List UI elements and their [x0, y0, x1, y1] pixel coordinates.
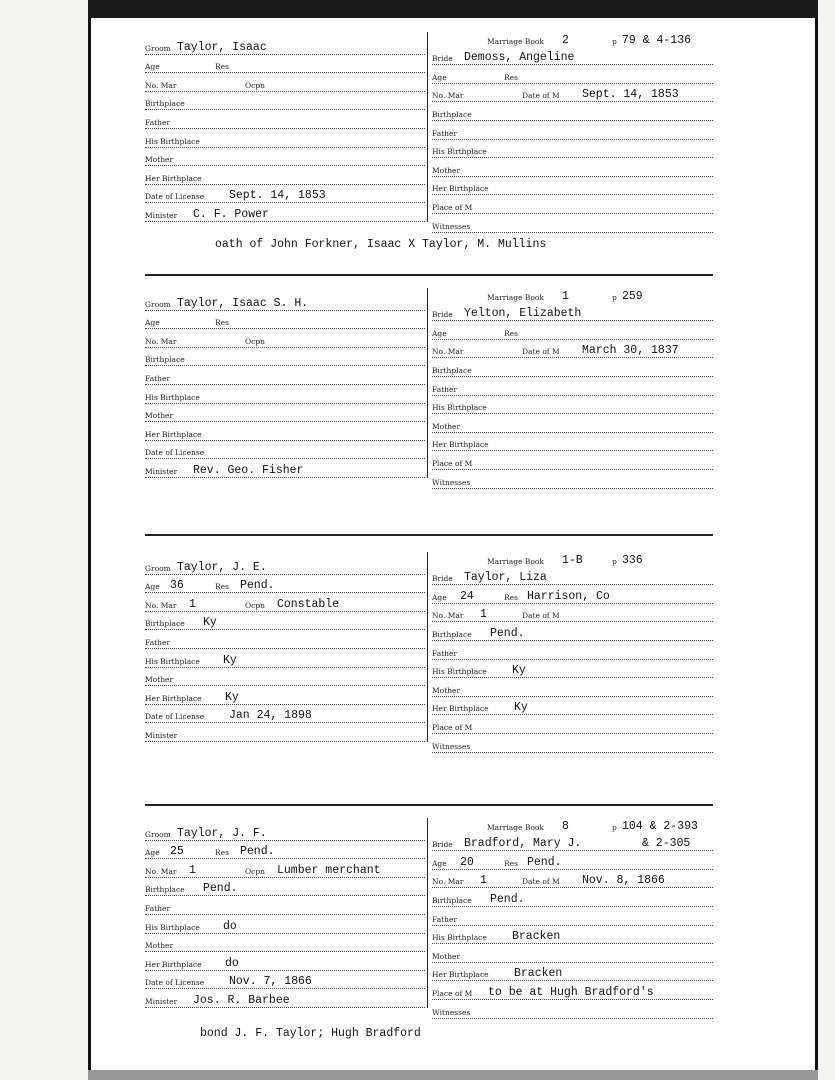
form-row — [432, 340, 713, 359]
groom-her-birthplace-label: Her Birthplace — [145, 429, 202, 439]
form-row — [432, 470, 713, 489]
bride-birthplace-value: Pend. — [490, 892, 525, 906]
groom-date-of-license-label: Date of License — [145, 978, 205, 988]
bride-witnesses-label: Witnesses — [432, 477, 471, 487]
form-row — [145, 630, 425, 649]
form-row — [432, 28, 713, 47]
bride-date-of-m-label: Date of M — [522, 91, 560, 101]
record-separator — [145, 804, 713, 806]
groom-her-birthplace-label: Her Birthplace — [145, 693, 202, 703]
bride-her-birthplace-label: Her Birthplace — [432, 704, 489, 714]
form-row — [145, 185, 425, 204]
bride-witnesses-label: Witnesses — [432, 1007, 471, 1017]
groom-her-birthplace-value: Ky — [225, 690, 239, 704]
form-row — [432, 102, 713, 121]
groom-minister-label: Minister — [145, 996, 178, 1006]
bride-his-birthplace-value: Bracken — [512, 930, 561, 944]
bride-his-birthplace-label: His Birthplace — [432, 933, 487, 943]
groom-birthplace-value: Ky — [203, 616, 217, 630]
form-row — [432, 195, 713, 214]
bride-no-mar-value: 1 — [480, 608, 487, 622]
form-row — [432, 177, 713, 196]
groom-mother-label: Mother — [145, 155, 174, 165]
form-row — [145, 441, 425, 460]
column-divider — [427, 552, 428, 742]
groom-date-of-license-label: Date of License — [145, 712, 205, 722]
marriage-book-page-value: 104 & 2-393 — [622, 819, 698, 833]
record-separator — [145, 534, 713, 536]
bride-father-label: Father — [432, 648, 458, 658]
bride-father-label: Father — [432, 914, 458, 924]
marriage-book-page-label: p — [612, 36, 617, 46]
groom-no-mar-value: 1 — [189, 863, 196, 877]
groom-her-birthplace-label: Her Birthplace — [145, 959, 202, 969]
groom-ocpn-label: Ocpn — [245, 80, 265, 90]
form-row — [145, 55, 425, 74]
form-row — [145, 404, 425, 423]
groom-date-of-license-label: Date of License — [145, 448, 205, 458]
bride-res-label: Res — [504, 72, 518, 82]
groom-minister-value: Jos. R. Barbee — [193, 993, 290, 1007]
groom-no-mar-label: No. Mar — [145, 336, 177, 346]
form-row — [432, 926, 713, 945]
form-row — [145, 649, 425, 668]
groom-value: Taylor, Isaac — [177, 40, 267, 54]
form-row — [145, 292, 425, 311]
bride-his-birthplace-label: His Birthplace — [432, 667, 487, 677]
groom-minister-value: Rev. Geo. Fisher — [193, 463, 304, 477]
form-row — [432, 214, 713, 233]
form-row — [432, 433, 713, 452]
bride-date-of-m-value: Sept. 14, 1853 — [582, 88, 679, 102]
bride-her-birthplace-value: Ky — [514, 701, 528, 715]
marriage-book-page-value: 336 — [622, 553, 643, 567]
form-row — [432, 715, 713, 734]
form-row — [432, 414, 713, 433]
bride-name-note-value: & 2-305 — [642, 837, 691, 851]
form-row — [145, 385, 425, 404]
bride-his-birthplace-label: His Birthplace — [432, 147, 487, 157]
bride-mother-label: Mother — [432, 421, 461, 431]
groom-label: Groom — [145, 299, 171, 309]
groom-ocpn-label: Ocpn — [245, 866, 265, 876]
marriage-book-page-value: 259 — [622, 289, 643, 303]
bride-his-birthplace-label: His Birthplace — [432, 403, 487, 413]
bride-mother-label: Mother — [432, 951, 461, 961]
marriage-book-value: 1 — [562, 289, 569, 303]
bride-age-label: Age — [432, 592, 447, 602]
bride-age-label: Age — [432, 328, 447, 338]
form-row — [432, 907, 713, 926]
marriage-book-label: Marriage Book — [487, 36, 544, 46]
form-row — [432, 870, 713, 889]
bride-no-mar-label: No. Mar — [432, 347, 464, 357]
form-row — [145, 859, 425, 878]
form-row — [145, 989, 425, 1008]
bride-column — [432, 814, 713, 1019]
bride-his-birthplace-value: Ky — [512, 664, 526, 678]
form-row — [145, 366, 425, 385]
form-row — [432, 851, 713, 870]
form-row — [145, 915, 425, 934]
groom-birthplace-label: Birthplace — [145, 619, 185, 629]
bride-date-of-m-value: Nov. 8, 1866 — [582, 874, 665, 888]
bride-age-value: 20 — [460, 855, 474, 869]
groom-no-mar-value: 1 — [189, 597, 196, 611]
form-row — [145, 129, 425, 148]
form-row — [432, 47, 713, 66]
bride-birthplace-value: Pend. — [490, 626, 525, 640]
form-row — [145, 896, 425, 915]
form-row — [145, 668, 425, 687]
column-divider — [427, 818, 428, 1008]
groom-value: Taylor, Isaac S. H. — [177, 296, 309, 310]
form-row — [145, 686, 425, 705]
bride-label: Bride — [432, 840, 453, 850]
bride-value: Taylor, Liza — [464, 571, 547, 585]
groom-res-label: Res — [215, 318, 229, 328]
marriage-book-value: 1-B — [562, 553, 583, 567]
form-row — [145, 878, 425, 897]
form-row — [432, 321, 713, 340]
groom-his-birthplace-label: His Birthplace — [145, 392, 200, 402]
form-row — [432, 284, 713, 303]
groom-res-value: Pend. — [240, 845, 275, 859]
groom-age-value: 25 — [170, 845, 184, 859]
bride-place-of-m-label: Place of M — [432, 202, 473, 212]
marriage-book-page-value: 79 & 4-136 — [622, 33, 692, 47]
record-note: oath of John Forkner, Isaac X Taylor, M. Mullins — [215, 238, 547, 251]
bride-mother-label: Mother — [432, 685, 461, 695]
form-row — [145, 422, 425, 441]
groom-mother-label: Mother — [145, 675, 174, 685]
groom-birthplace-value: Pend. — [203, 882, 238, 896]
groom-column — [145, 556, 425, 742]
bride-birthplace-label: Birthplace — [432, 629, 472, 639]
groom-column — [145, 36, 425, 222]
groom-his-birthplace-value: do — [223, 919, 237, 933]
groom-column — [145, 292, 425, 478]
groom-his-birthplace-label: His Birthplace — [145, 922, 200, 932]
groom-date-of-license-value: Nov. 7, 1866 — [229, 975, 312, 989]
bride-label: Bride — [432, 574, 453, 584]
groom-age-label: Age — [145, 582, 160, 592]
bride-label: Bride — [432, 54, 453, 64]
form-row — [432, 158, 713, 177]
groom-age-label: Age — [145, 848, 160, 858]
form-row — [432, 963, 713, 982]
form-row — [145, 148, 425, 167]
form-row — [145, 92, 425, 111]
groom-mother-label: Mother — [145, 411, 174, 421]
form-row — [145, 166, 425, 185]
form-row — [145, 73, 425, 92]
groom-label: Groom — [145, 829, 171, 839]
groom-res-value: Pend. — [240, 579, 275, 593]
bride-res-value: Harrison, Co — [527, 589, 610, 603]
form-row — [432, 641, 713, 660]
bride-place-of-m-label: Place of M — [432, 722, 473, 732]
form-row — [145, 329, 425, 348]
bride-age-label: Age — [432, 72, 447, 82]
form-row — [432, 981, 713, 1000]
bride-her-birthplace-label: Her Birthplace — [432, 970, 489, 980]
form-row — [145, 110, 425, 129]
groom-age-label: Age — [145, 62, 160, 72]
bride-her-birthplace-value: Bracken — [514, 967, 563, 981]
scan-edge-bottom — [88, 1070, 818, 1080]
bride-no-mar-value: 1 — [480, 874, 487, 888]
record-note: bond J. F. Taylor; Hugh Bradford — [200, 1027, 421, 1040]
bride-age-value: 24 — [460, 589, 474, 603]
groom-her-birthplace-value: do — [225, 956, 239, 970]
form-row — [432, 660, 713, 679]
groom-ocpn-label: Ocpn — [245, 336, 265, 346]
groom-birthplace-label: Birthplace — [145, 99, 185, 109]
form-row — [145, 556, 425, 575]
groom-father-label: Father — [145, 903, 171, 913]
form-row — [145, 705, 425, 724]
bride-date-of-m-label: Date of M — [522, 877, 560, 887]
groom-father-label: Father — [145, 373, 171, 383]
groom-age-label: Age — [145, 318, 160, 328]
bride-her-birthplace-label: Her Birthplace — [432, 184, 489, 194]
marriage-book-label: Marriage Book — [487, 556, 544, 566]
bride-column — [432, 548, 713, 753]
bride-her-birthplace-label: Her Birthplace — [432, 440, 489, 450]
column-divider — [427, 288, 428, 478]
form-row — [432, 121, 713, 140]
groom-label: Groom — [145, 563, 171, 573]
form-row — [432, 888, 713, 907]
form-row — [432, 814, 713, 833]
groom-age-value: 36 — [170, 579, 184, 593]
bride-label: Bride — [432, 310, 453, 320]
bride-no-mar-label: No. Mar — [432, 91, 464, 101]
form-row — [432, 622, 713, 641]
bride-value: Bradford, Mary J. — [464, 837, 582, 851]
groom-his-birthplace-label: His Birthplace — [145, 656, 200, 666]
bride-father-label: Father — [432, 384, 458, 394]
form-row — [432, 396, 713, 415]
groom-no-mar-label: No. Mar — [145, 80, 177, 90]
bride-place-of-m-label: Place of M — [432, 988, 473, 998]
bride-birthplace-label: Birthplace — [432, 109, 472, 119]
record-separator — [145, 274, 713, 276]
form-row — [432, 65, 713, 84]
bride-witnesses-label: Witnesses — [432, 741, 471, 751]
groom-res-label: Res — [215, 848, 229, 858]
bride-date-of-m-label: Date of M — [522, 611, 560, 621]
form-row — [432, 358, 713, 377]
groom-date-of-license-value: Jan 24, 1898 — [229, 709, 312, 723]
groom-column — [145, 822, 425, 1008]
bride-res-label: Res — [504, 592, 518, 602]
bride-mother-label: Mother — [432, 165, 461, 175]
groom-no-mar-label: No. Mar — [145, 866, 177, 876]
bride-value: Yelton, Elizabeth — [464, 307, 582, 321]
form-row — [145, 348, 425, 367]
form-row — [432, 585, 713, 604]
bride-place-of-m-value: to be at Hugh Bradford's — [488, 985, 654, 999]
bride-witnesses-label: Witnesses — [432, 221, 471, 231]
marriage-book-value: 2 — [562, 33, 569, 47]
form-row — [432, 734, 713, 753]
groom-birthplace-label: Birthplace — [145, 355, 185, 365]
form-row — [432, 567, 713, 586]
form-row — [432, 140, 713, 159]
bride-res-label: Res — [504, 858, 518, 868]
groom-father-label: Father — [145, 637, 171, 647]
form-row — [145, 311, 425, 330]
groom-her-birthplace-label: Her Birthplace — [145, 173, 202, 183]
bride-date-of-m-value: March 30, 1837 — [582, 344, 679, 358]
bride-date-of-m-label: Date of M — [522, 347, 560, 357]
marriage-book-page-label: p — [612, 292, 617, 302]
form-row — [145, 203, 425, 222]
form-row — [432, 377, 713, 396]
bride-value: Demoss, Angeline — [464, 51, 575, 65]
marriage-book-page-label: p — [612, 822, 617, 832]
bride-column — [432, 284, 713, 489]
form-row — [432, 944, 713, 963]
bride-birthplace-label: Birthplace — [432, 365, 472, 375]
groom-res-label: Res — [215, 582, 229, 592]
marriage-book-page-label: p — [612, 556, 617, 566]
groom-minister-label: Minister — [145, 210, 178, 220]
bride-father-label: Father — [432, 128, 458, 138]
groom-his-birthplace-label: His Birthplace — [145, 136, 200, 146]
form-row — [432, 678, 713, 697]
groom-minister-label: Minister — [145, 730, 178, 740]
groom-res-label: Res — [215, 62, 229, 72]
form-row — [145, 723, 425, 742]
form-row — [432, 697, 713, 716]
groom-ocpn-value: Lumber merchant — [277, 863, 381, 877]
bride-res-value: Pend. — [527, 855, 562, 869]
form-row — [145, 934, 425, 953]
scan-edge-top — [88, 0, 818, 18]
column-divider — [427, 32, 428, 222]
groom-mother-label: Mother — [145, 941, 174, 951]
groom-minister-value: C. F. Power — [193, 207, 269, 221]
groom-ocpn-label: Ocpn — [245, 600, 265, 610]
marriage-book-label: Marriage Book — [487, 292, 544, 302]
groom-label: Groom — [145, 43, 171, 53]
form-row — [432, 451, 713, 470]
groom-value: Taylor, J. F. — [177, 826, 267, 840]
groom-no-mar-label: No. Mar — [145, 600, 177, 610]
groom-birthplace-label: Birthplace — [145, 885, 185, 895]
form-row — [145, 971, 425, 990]
form-row — [145, 36, 425, 55]
bride-no-mar-label: No. Mar — [432, 877, 464, 887]
groom-date-of-license-value: Sept. 14, 1853 — [229, 189, 326, 203]
bride-no-mar-label: No. Mar — [432, 611, 464, 621]
form-row — [432, 833, 713, 852]
marriage-book-label: Marriage Book — [487, 822, 544, 832]
groom-value: Taylor, J. E. — [177, 560, 267, 574]
groom-ocpn-value: Constable — [277, 597, 340, 611]
groom-minister-label: Minister — [145, 466, 178, 476]
groom-his-birthplace-value: Ky — [223, 653, 237, 667]
groom-father-label: Father — [145, 117, 171, 127]
bride-age-label: Age — [432, 858, 447, 868]
form-row — [432, 84, 713, 103]
form-row — [432, 548, 713, 567]
form-row — [145, 841, 425, 860]
form-row — [145, 612, 425, 631]
form-row — [432, 604, 713, 623]
form-row — [145, 575, 425, 594]
bride-column — [432, 28, 713, 233]
form-row — [145, 822, 425, 841]
bride-birthplace-label: Birthplace — [432, 895, 472, 905]
form-row — [432, 303, 713, 322]
bride-place-of-m-label: Place of M — [432, 458, 473, 468]
groom-date-of-license-label: Date of License — [145, 192, 205, 202]
marriage-book-value: 8 — [562, 819, 569, 833]
form-row — [432, 1000, 713, 1019]
bride-res-label: Res — [504, 328, 518, 338]
form-row — [145, 593, 425, 612]
form-row — [145, 952, 425, 971]
form-row — [145, 459, 425, 478]
